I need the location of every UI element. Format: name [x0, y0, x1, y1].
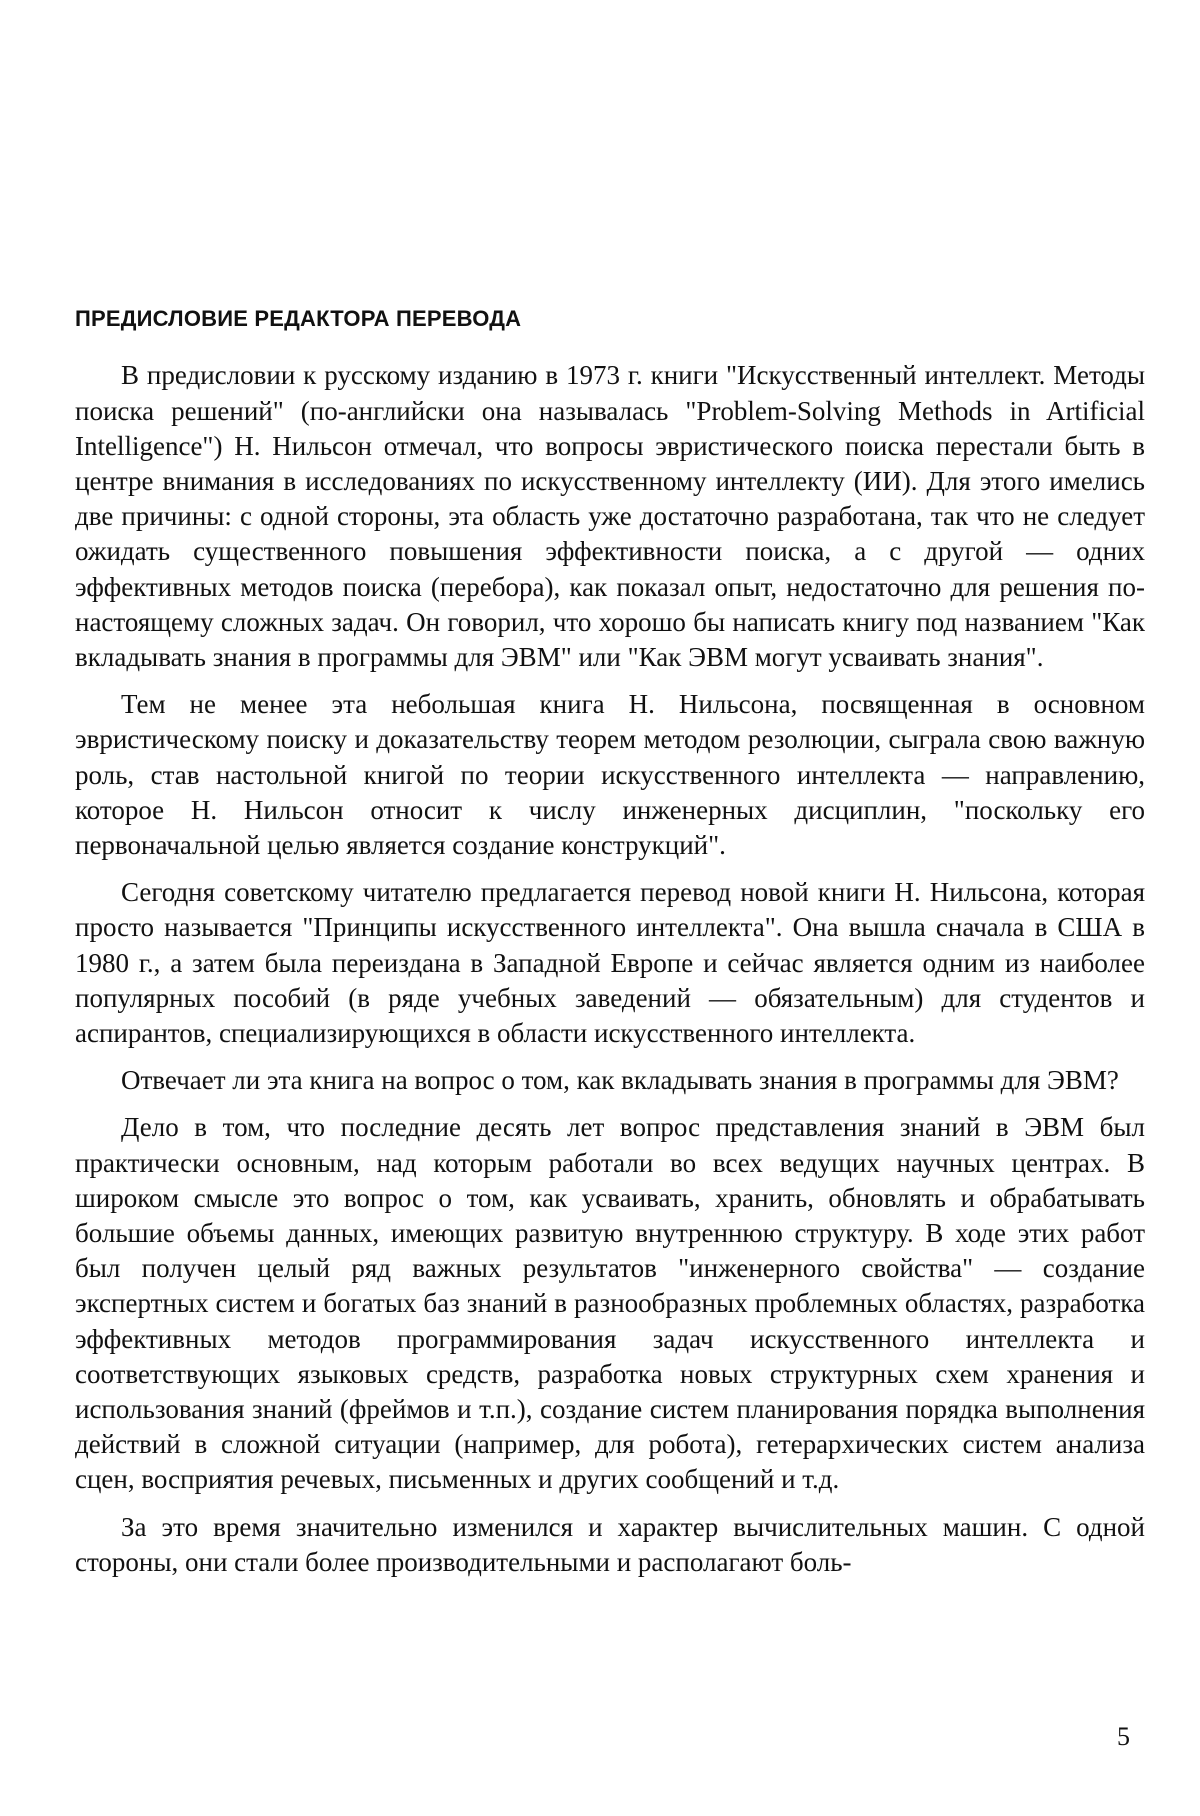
paragraph-6: За это время значительно изменился и характер вычислительных машин. С одной стороны, они стали более производительными и располагают боль- — [75, 1511, 1145, 1577]
paragraph-4: Отвечает ли эта книга на вопрос о том, как вкладывать знания в программы для ЭВМ? — [121, 1065, 1119, 1096]
section-heading: ПРЕДИСЛОВИЕ РЕДАКТОРА ПЕРЕВОДА — [75, 306, 522, 331]
page-number: 5 — [1117, 1722, 1130, 1751]
page-content — [75, 306, 1145, 1592]
paragraph-5: Дело в том, что последние десять лет вопрос представления знаний в ЭВМ был практически основным, над которым работали во всех ведущих научных центрах. В широком смысле это вопрос о том, как усваивать, хранить, обновлять и обрабатывать большие объемы данных, имеющих развитую внутреннюю структуру. В ходе этих работ был получен целый ряд важных результатов "инженерного свойства" — создание экспертных систем и богатых баз знаний в разнообразных проблемных областях, разработка эффективных методов программирования задач искусственного интеллекта и соответствующих языковых средств, разработка новых структурных схем хранения и использования знаний (фреймов и т.п.), создание систем планирования порядка выполнения действий в сложной ситуации (например, для робота), гетерархических систем анализа сцен, восприятия речевых, письменных и других сообщений и т.д. — [75, 1112, 1145, 1495]
paragraph-1: В предисловии к русскому изданию в 1973 г. книги "Искусственный интеллект. Методы поиска решений" (по-английски она называлась "Problem-Solving Methods in Artificial Intelligence") Н. Нильсон отмечал, что вопросы эвристического поиска перестали быть в центре внимания в исследованиях по искусственному интеллекту (ИИ). Для этого имелись две причины: с одной стороны, эта область уже достаточно разработана, так что не следует ожидать существенного повышения эффективности поиска, а с другой — одних эффективных методов поиска (перебора), как показал опыт, недостаточно для решения по-настоящему сложных задач. Он говорил, что хорошо бы написать книгу под названием "Как вкладывать знания в программы для ЭВМ" или "Как ЭВМ могут усваивать знания". — [75, 360, 1145, 673]
paragraph-3: Сегодня советскому читателю предлагается перевод новой книги Н. Нильсона, которая просто называется "Принципы искусственного интеллекта". Она вышла сначала в США в 1980 г., а затем была переиздана в Западной Европе и сейчас является одним из наиболее популярных пособий (в ряде учебных заведений — обязательным) для студентов и аспирантов, специализирующихся в области искусственного интеллекта. — [75, 877, 1145, 1049]
paragraph-2: Тем не менее эта небольшая книга Н. Нильсона, посвященная в основном эвристическому поиску и доказательству теорем методом резолюции, сыграла свою важную роль, став настольной книгой по теории искусственного интеллекта — направлению, которое Н. Нильсон относит к числу инженерных дисциплин, "поскольку его первоначальной целью является создание конструкций". — [75, 689, 1145, 861]
